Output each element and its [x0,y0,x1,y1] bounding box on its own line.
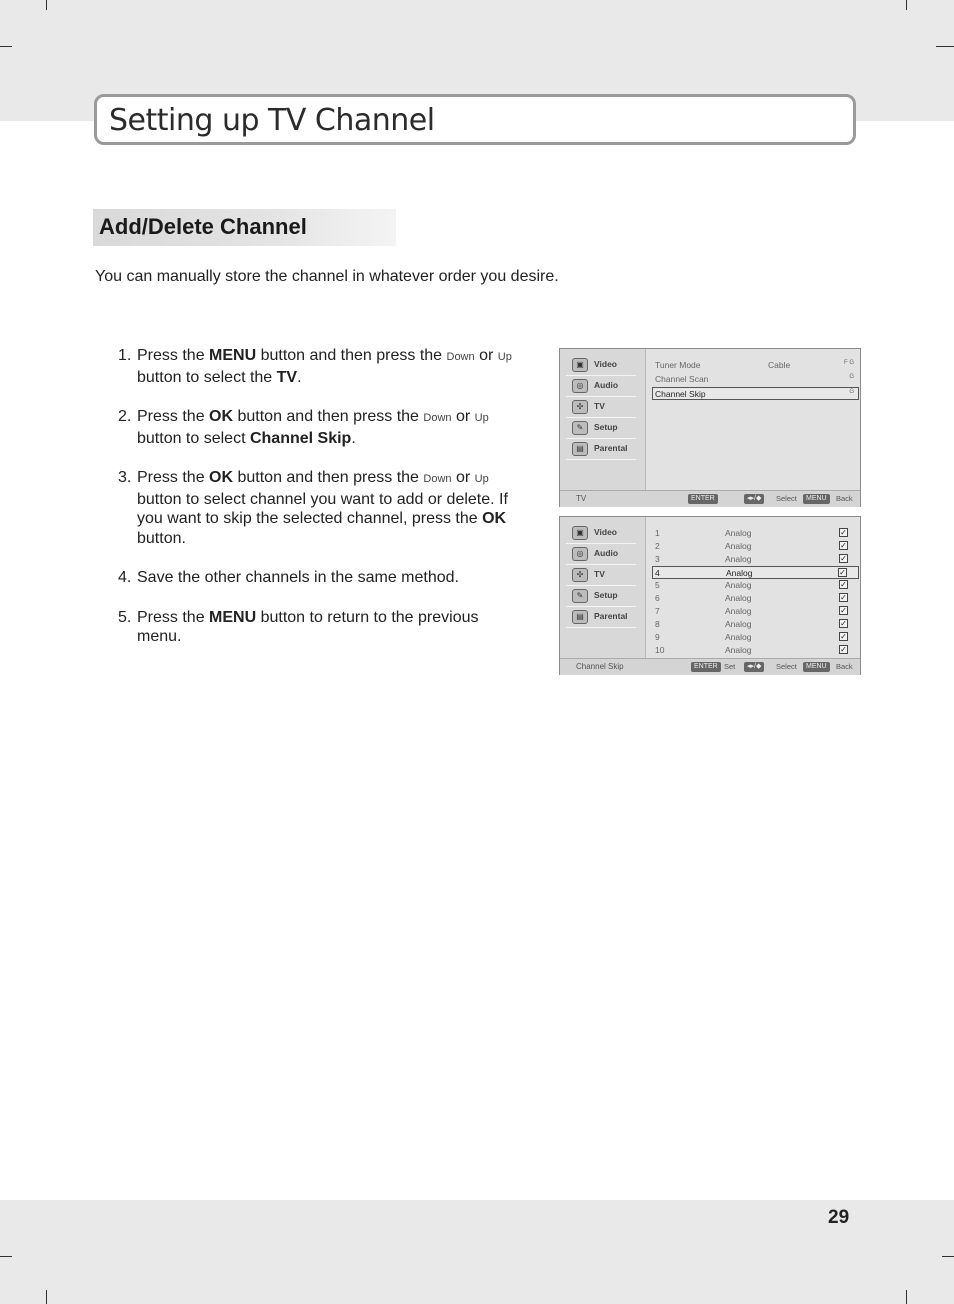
crop-mark [936,46,954,47]
channel-type: Analog [725,632,752,642]
sidebar-item-label: Audio [594,548,619,558]
section-header [93,209,396,246]
step-text: or [474,347,498,364]
channel-row-5[interactable] [653,579,858,592]
select-label: Select [776,494,797,503]
step-text: or [451,469,475,486]
channel-row-9[interactable] [653,631,858,644]
sidebar-item-label: Setup [594,590,618,600]
section-title: Add/Delete Channel [99,214,307,239]
footer-title: Channel Skip [576,662,624,671]
step-key: MENU [209,347,257,364]
channel-number: 8 [655,619,660,629]
enter-key: ENTER [691,662,721,672]
step-text: . [297,368,302,386]
step-number: 1. [118,347,132,364]
osd-screen-tv-menu [559,348,861,507]
osd-sidebar [560,349,646,490]
sidebar-item-parental[interactable] [566,439,636,460]
channel-number: 10 [655,645,665,655]
channel-number: 9 [655,632,660,642]
row-value: Cable [768,360,791,370]
step-text: button and then press the [233,408,424,425]
parental-icon: ▤ [572,442,588,456]
channel-number: 6 [655,593,660,603]
sidebar-item-label: TV [594,401,605,411]
video-icon: ▣ [572,358,588,372]
channel-row-6[interactable] [653,592,858,605]
audio-icon: ◎ [572,379,588,393]
sidebar-item-setup[interactable] [566,418,636,439]
channel-type: Analog [725,541,752,551]
up-label: Up [474,412,489,424]
menu-key: MENU [803,662,830,672]
step-text: Press the [137,347,210,364]
page-number: 29 [828,1207,850,1228]
step-text: Save the other channels in the same method. [137,569,459,586]
up-label: Up [497,351,512,363]
enter-key: ENTER [688,494,718,504]
nav-arrows-icon: ◂▸/◆ [744,662,764,672]
crop-mark [942,1256,954,1257]
channel-row-8[interactable] [653,618,858,631]
sidebar-item-setup[interactable] [566,586,636,607]
video-icon: ▣ [572,526,588,540]
channel-type: Analog [725,606,752,616]
row-mark: F G [844,360,854,366]
channel-row-1[interactable] [653,527,858,540]
setup-icon: ✎ [572,421,588,435]
sidebar-item-label: TV [594,569,605,579]
step-text: Press the [137,408,210,425]
step-key: Channel Skip [249,429,352,447]
row-label: Channel Scan [655,374,709,384]
crop-mark [46,0,47,10]
sidebar-item-label: Parental [594,611,628,621]
steps-list [112,346,522,667]
step-1 [112,346,522,387]
step-text: button to return to the previous menu. [137,608,479,645]
crop-mark [0,46,12,47]
sidebar-item-label: Parental [594,443,628,453]
step-number: 3. [118,469,132,486]
step-text: button. [137,529,186,547]
menu-row-channel-scan[interactable] [653,373,858,386]
page-title-box [94,94,856,145]
select-label: Select [776,662,797,671]
bottom-band [0,1200,954,1304]
crop-mark [0,1256,12,1257]
step-key: MENU [209,608,257,626]
row-mark: G [849,374,854,380]
row-label: Tuner Mode [655,360,701,370]
tv-icon: ✣ [572,400,588,414]
osd-footer [560,658,860,675]
row-mark: G [849,389,854,395]
channel-type: Analog [725,580,752,590]
crop-mark [906,0,907,10]
channel-type: Analog [725,554,752,564]
step-2 [112,407,522,448]
channel-type: Analog [726,568,753,578]
crop-mark [46,1290,47,1304]
skip-checkbox[interactable]: ✓ [840,593,847,602]
step-number: 2. [118,408,132,425]
intro-text: You can manually store the channel in whatever order you desire. [95,268,559,285]
skip-checkbox[interactable]: ✓ [840,619,847,628]
sidebar-item-label: Setup [594,422,618,432]
step-text: Press the [137,608,210,626]
sidebar-item-tv[interactable] [566,565,636,586]
skip-checkbox[interactable]: ✓ [840,580,847,589]
tv-icon: ✣ [572,568,588,582]
step-text: button to select channel you want to add or delete. If you want to skip the selected channel, press the [137,490,508,527]
sidebar-item-tv[interactable] [566,397,636,418]
channel-type: Analog [725,645,752,655]
channel-number: 3 [655,554,660,564]
sidebar-item-audio[interactable] [566,376,636,397]
skip-checkbox[interactable]: ✓ [840,554,847,563]
channel-row-3[interactable] [653,553,858,566]
step-4 [112,568,522,588]
row-label: Channel Skip [655,389,706,399]
sidebar-item-parental[interactable] [566,607,636,628]
channel-type: Analog [725,593,752,603]
back-label: Back [836,662,853,671]
setup-icon: ✎ [572,589,588,603]
channel-type: Analog [725,619,752,629]
sidebar-item-video[interactable] [566,355,636,376]
step-text: Press the [137,469,210,486]
channel-row-7[interactable] [653,605,858,618]
channel-row-2[interactable] [653,540,858,553]
sidebar-item-audio[interactable] [566,544,636,565]
down-label: Down [423,412,452,424]
step-text: . [351,429,356,447]
step-key: TV [276,368,298,386]
step-text: button and then press the [233,469,424,486]
step-key: OK [209,408,234,425]
footer-title: TV [576,494,587,503]
menu-key: MENU [803,494,830,504]
up-label: Up [474,473,489,485]
back-label: Back [836,494,853,503]
step-text: or [451,408,475,425]
skip-checkbox[interactable]: ✓ [840,645,847,654]
osd-footer [560,490,860,507]
channel-row-4[interactable] [652,566,859,579]
skip-checkbox[interactable]: ✓ [840,528,847,537]
down-label: Down [423,473,452,485]
osd-screen-channel-skip [559,516,861,675]
set-label: Set [724,662,736,671]
crop-mark [906,1290,907,1304]
step-5 [112,608,522,647]
parental-icon: ▤ [572,610,588,624]
audio-icon: ◎ [572,547,588,561]
step-key: OK [209,469,234,486]
menu-row-channel-skip[interactable] [652,387,859,400]
step-text: button to select the [137,368,277,386]
channel-number: 5 [655,580,660,590]
channel-type: Analog [725,528,752,538]
channel-number: 7 [655,606,660,616]
channel-row-10[interactable] [653,644,858,657]
step-text: button to select [137,429,250,447]
osd-sidebar [560,517,646,658]
skip-checkbox[interactable]: ✓ [840,541,847,550]
channel-number: 1 [655,528,660,538]
step-text: button and then press the [256,347,447,364]
nav-arrows-icon: ◂▸/◆ [744,494,764,504]
skip-checkbox[interactable]: ✓ [840,632,847,641]
sidebar-item-label: Video [594,527,617,537]
step-key: OK [482,510,507,527]
step-3 [112,468,522,548]
channel-number: 4 [655,568,660,578]
channel-number: 2 [655,541,660,551]
step-number: 5. [118,608,132,626]
sidebar-item-label: Audio [594,380,619,390]
skip-checkbox[interactable]: ✓ [840,606,847,615]
skip-checkbox[interactable]: ✓ [839,568,846,577]
sidebar-item-video[interactable] [566,523,636,544]
step-number: 4. [118,569,132,586]
page-title: Setting up TV Channel [109,103,435,138]
menu-row-tuner-mode[interactable] [653,359,858,372]
sidebar-item-label: Video [594,359,617,369]
down-label: Down [446,351,475,363]
